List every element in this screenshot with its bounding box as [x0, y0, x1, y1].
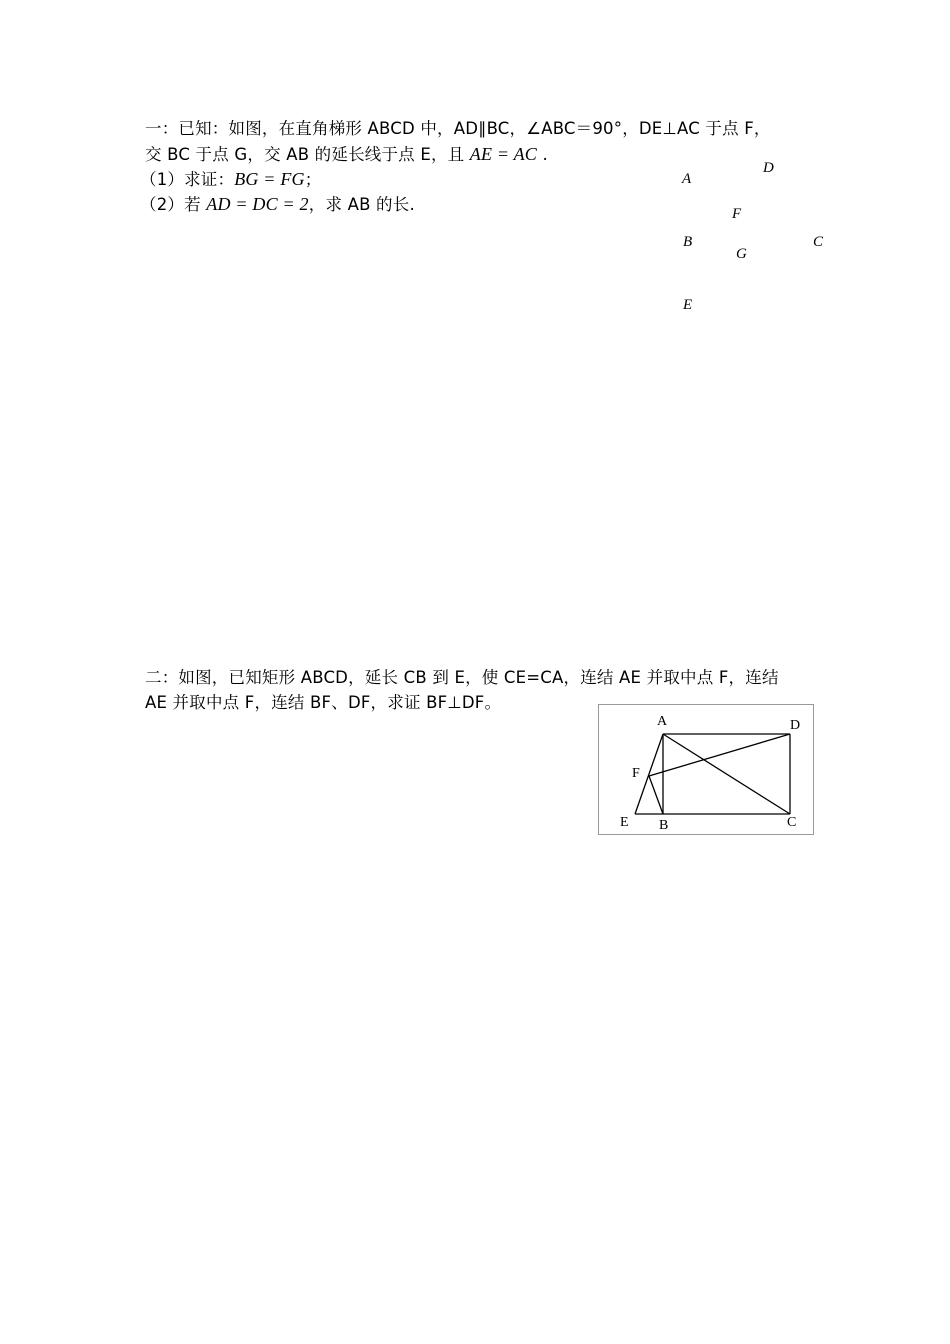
fig1-label-g: G	[736, 246, 747, 262]
problem1-question1	[140, 166, 321, 190]
problem1-line2-end: .	[537, 145, 548, 164]
problem1-line2-text: 交 BC 于点 G，交 AB 的延长线于点 E，且	[145, 145, 470, 164]
question1-suffix: ；	[304, 170, 322, 189]
segment-fb	[649, 776, 663, 814]
fig1-label-e: E	[683, 297, 693, 313]
fig2-label-c: C	[787, 815, 797, 830]
fig1-label-d: D	[763, 160, 774, 176]
fig2-label-d: D	[790, 718, 801, 733]
fig1-label-a: A	[682, 171, 692, 187]
problem1-line2	[145, 141, 548, 165]
problem1-line2-math: AE = AC	[469, 144, 538, 164]
question1-math: BG = FG	[234, 169, 305, 189]
fig1-label-f: F	[732, 206, 742, 222]
problem1-question2	[140, 191, 415, 215]
segment-ac	[663, 734, 790, 814]
problem2-line2: AE 并取中点 F，连结 BF、DF，求证 BF⊥DF。	[145, 693, 502, 712]
question2-math: AD = DC = 2	[206, 194, 309, 214]
fig1-label-b: B	[683, 234, 693, 250]
problem2-line1: 二：如图，已知矩形 ABCD，延长 CB 到 E，使 CE=CA，连结 AE 并取中点 F，连结	[145, 668, 779, 687]
fig1-label-c: C	[813, 234, 824, 250]
problem2-figure	[598, 704, 814, 835]
question2-suffix: ，求 AB 的长.	[308, 195, 415, 214]
question1-prefix: （1）求证：	[140, 170, 235, 189]
fig2-label-e: E	[620, 815, 629, 830]
fig2-label-b: B	[659, 818, 669, 833]
fig2-label-a: A	[657, 714, 668, 729]
fig2-label-f: F	[632, 766, 640, 781]
question2-prefix: （2）若	[140, 195, 207, 214]
problem1-line1: 一：已知：如图，在直角梯形 ABCD 中，AD∥BC，∠ABC＝90°，DE⊥AC 于点 F，	[145, 119, 771, 138]
